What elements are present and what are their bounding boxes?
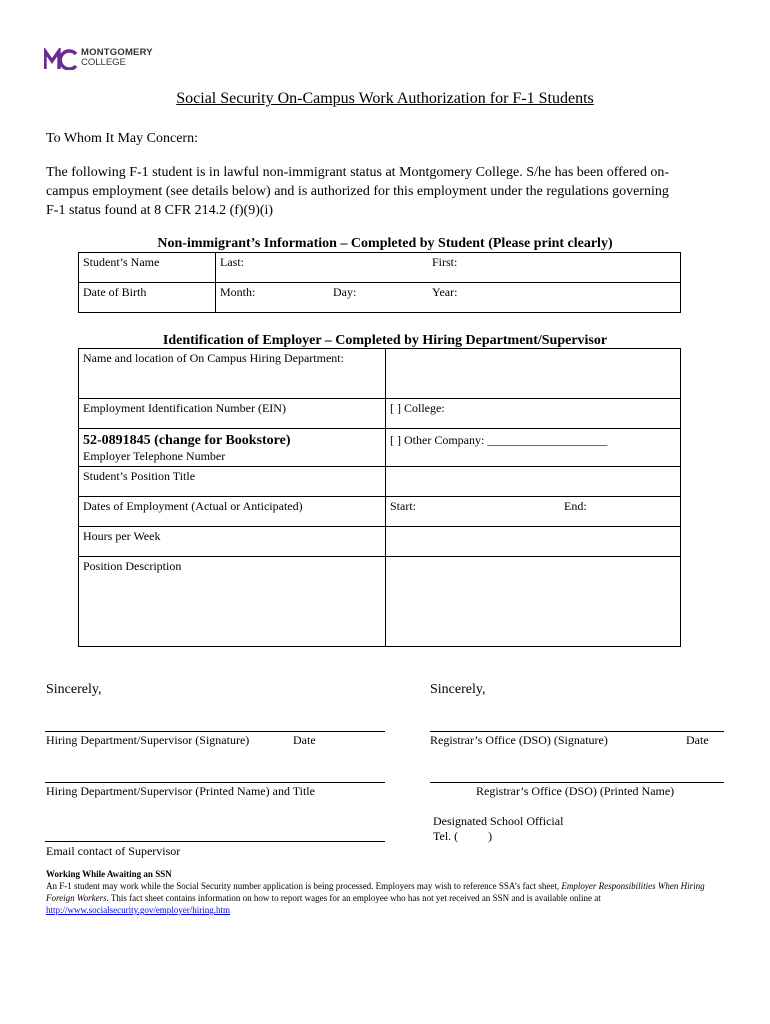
footer-italic-title: Employer Responsibilities When Hiring Foreign Workers [46,881,705,903]
reg-signature-label: Registrar’s Office (DSO) (Signature) [430,733,608,747]
email-line[interactable] [45,841,385,842]
student-section-heading: Non-immigrant’s Information – Completed by Student (Please print clearly) [157,236,613,251]
position-title-label: Student’s Position Title [79,467,386,497]
dept-field[interactable] [386,349,681,399]
dso-telephone: Tel. ( ) [433,829,493,843]
day-label: Day: [333,285,357,299]
sincerely-left: Sincerely, [46,682,102,697]
dob-label: Date of Birth [79,283,216,313]
reg-printed-line[interactable] [430,782,724,783]
hd-date-label: Date [293,733,316,747]
page-title: Social Security On-Campus Work Authorization for F-1 Students [176,90,594,107]
start-label: Start: [390,499,416,513]
hd-signature-line[interactable] [45,731,385,732]
reg-date-label: Date [686,733,709,747]
footer-text-1: An F-1 student may work while the Social Security number application is being processed. Employers may wish to reference SSA’s fact sheet, [46,881,562,891]
year-label: Year: [432,285,458,299]
ein-value: 52-0891845 (change for Bookstore) [83,433,291,448]
student-name-label: Student’s Name [79,253,216,283]
hd-printed-label: Hiring Department/Supervisor (Printed Name) and Title [46,784,315,798]
ein-label: Employment Identification Number (EIN) [79,399,386,429]
dept-label: Name and location of On Campus Hiring Department: [79,349,386,399]
ssa-hiring-link[interactable]: http://www.socialsecurity.gov/employer/hiring.htm [46,905,231,915]
hours-field[interactable] [386,527,681,557]
student-info-table [78,252,681,313]
first-name-label: First: [432,255,458,269]
footer-heading: Working While Awaiting an SSN [46,869,172,879]
student-name-field[interactable] [216,253,681,283]
montgomery-college-logo-icon [44,48,78,70]
intro-line-2: campus employment (see details below) and is authorized for this employment under the regulations governing [46,184,669,199]
footer-text-2: . This fact sheet contains information on how to report wages for an employee who has not yet received an SSN and is available online at [106,893,601,903]
month-label: Month: [220,285,256,299]
email-label: Email contact of Supervisor [46,844,181,858]
dates-field[interactable] [386,497,681,527]
dso-title: Designated School Official [433,814,564,828]
logo-line-1: MONTGOMERY [81,47,153,58]
dates-label: Dates of Employment (Actual or Anticipated) [79,497,386,527]
footer-text [46,880,726,916]
employer-info-table [78,348,681,647]
hd-printed-line[interactable] [45,782,385,783]
salutation: To Whom It May Concern: [46,131,198,146]
reg-printed-label: Registrar’s Office (DSO) (Printed Name) [476,784,675,798]
dob-field[interactable] [216,283,681,313]
hours-label: Hours per Week [79,527,386,557]
intro-line-1: The following F-1 student is in lawful non-immigrant status at Montgomery College. S/he has been offered on- [46,165,670,180]
logo-wordmark [81,48,153,68]
end-label: End: [564,499,587,513]
sincerely-right: Sincerely, [430,682,486,697]
reg-signature-line[interactable] [430,731,724,732]
logo-line-2: COLLEGE [81,57,126,68]
other-company-option[interactable]: [ ] Other Company: ____________________ [386,429,681,467]
intro-paragraph [46,163,669,220]
intro-line-3: F-1 status found at 8 CFR 214.2 (f)(9)(i) [46,203,274,218]
position-title-field[interactable] [386,467,681,497]
hd-signature-label: Hiring Department/Supervisor (Signature) [46,733,250,747]
employer-section-heading: Identification of Employer – Completed by Hiring Department/Supervisor [162,333,608,348]
last-name-label: Last: [220,255,244,269]
description-label: Position Description [79,557,386,647]
description-field[interactable] [386,557,681,647]
phone-label: Employer Telephone Number [83,449,226,463]
college-option[interactable]: [ ] College: [386,399,681,429]
